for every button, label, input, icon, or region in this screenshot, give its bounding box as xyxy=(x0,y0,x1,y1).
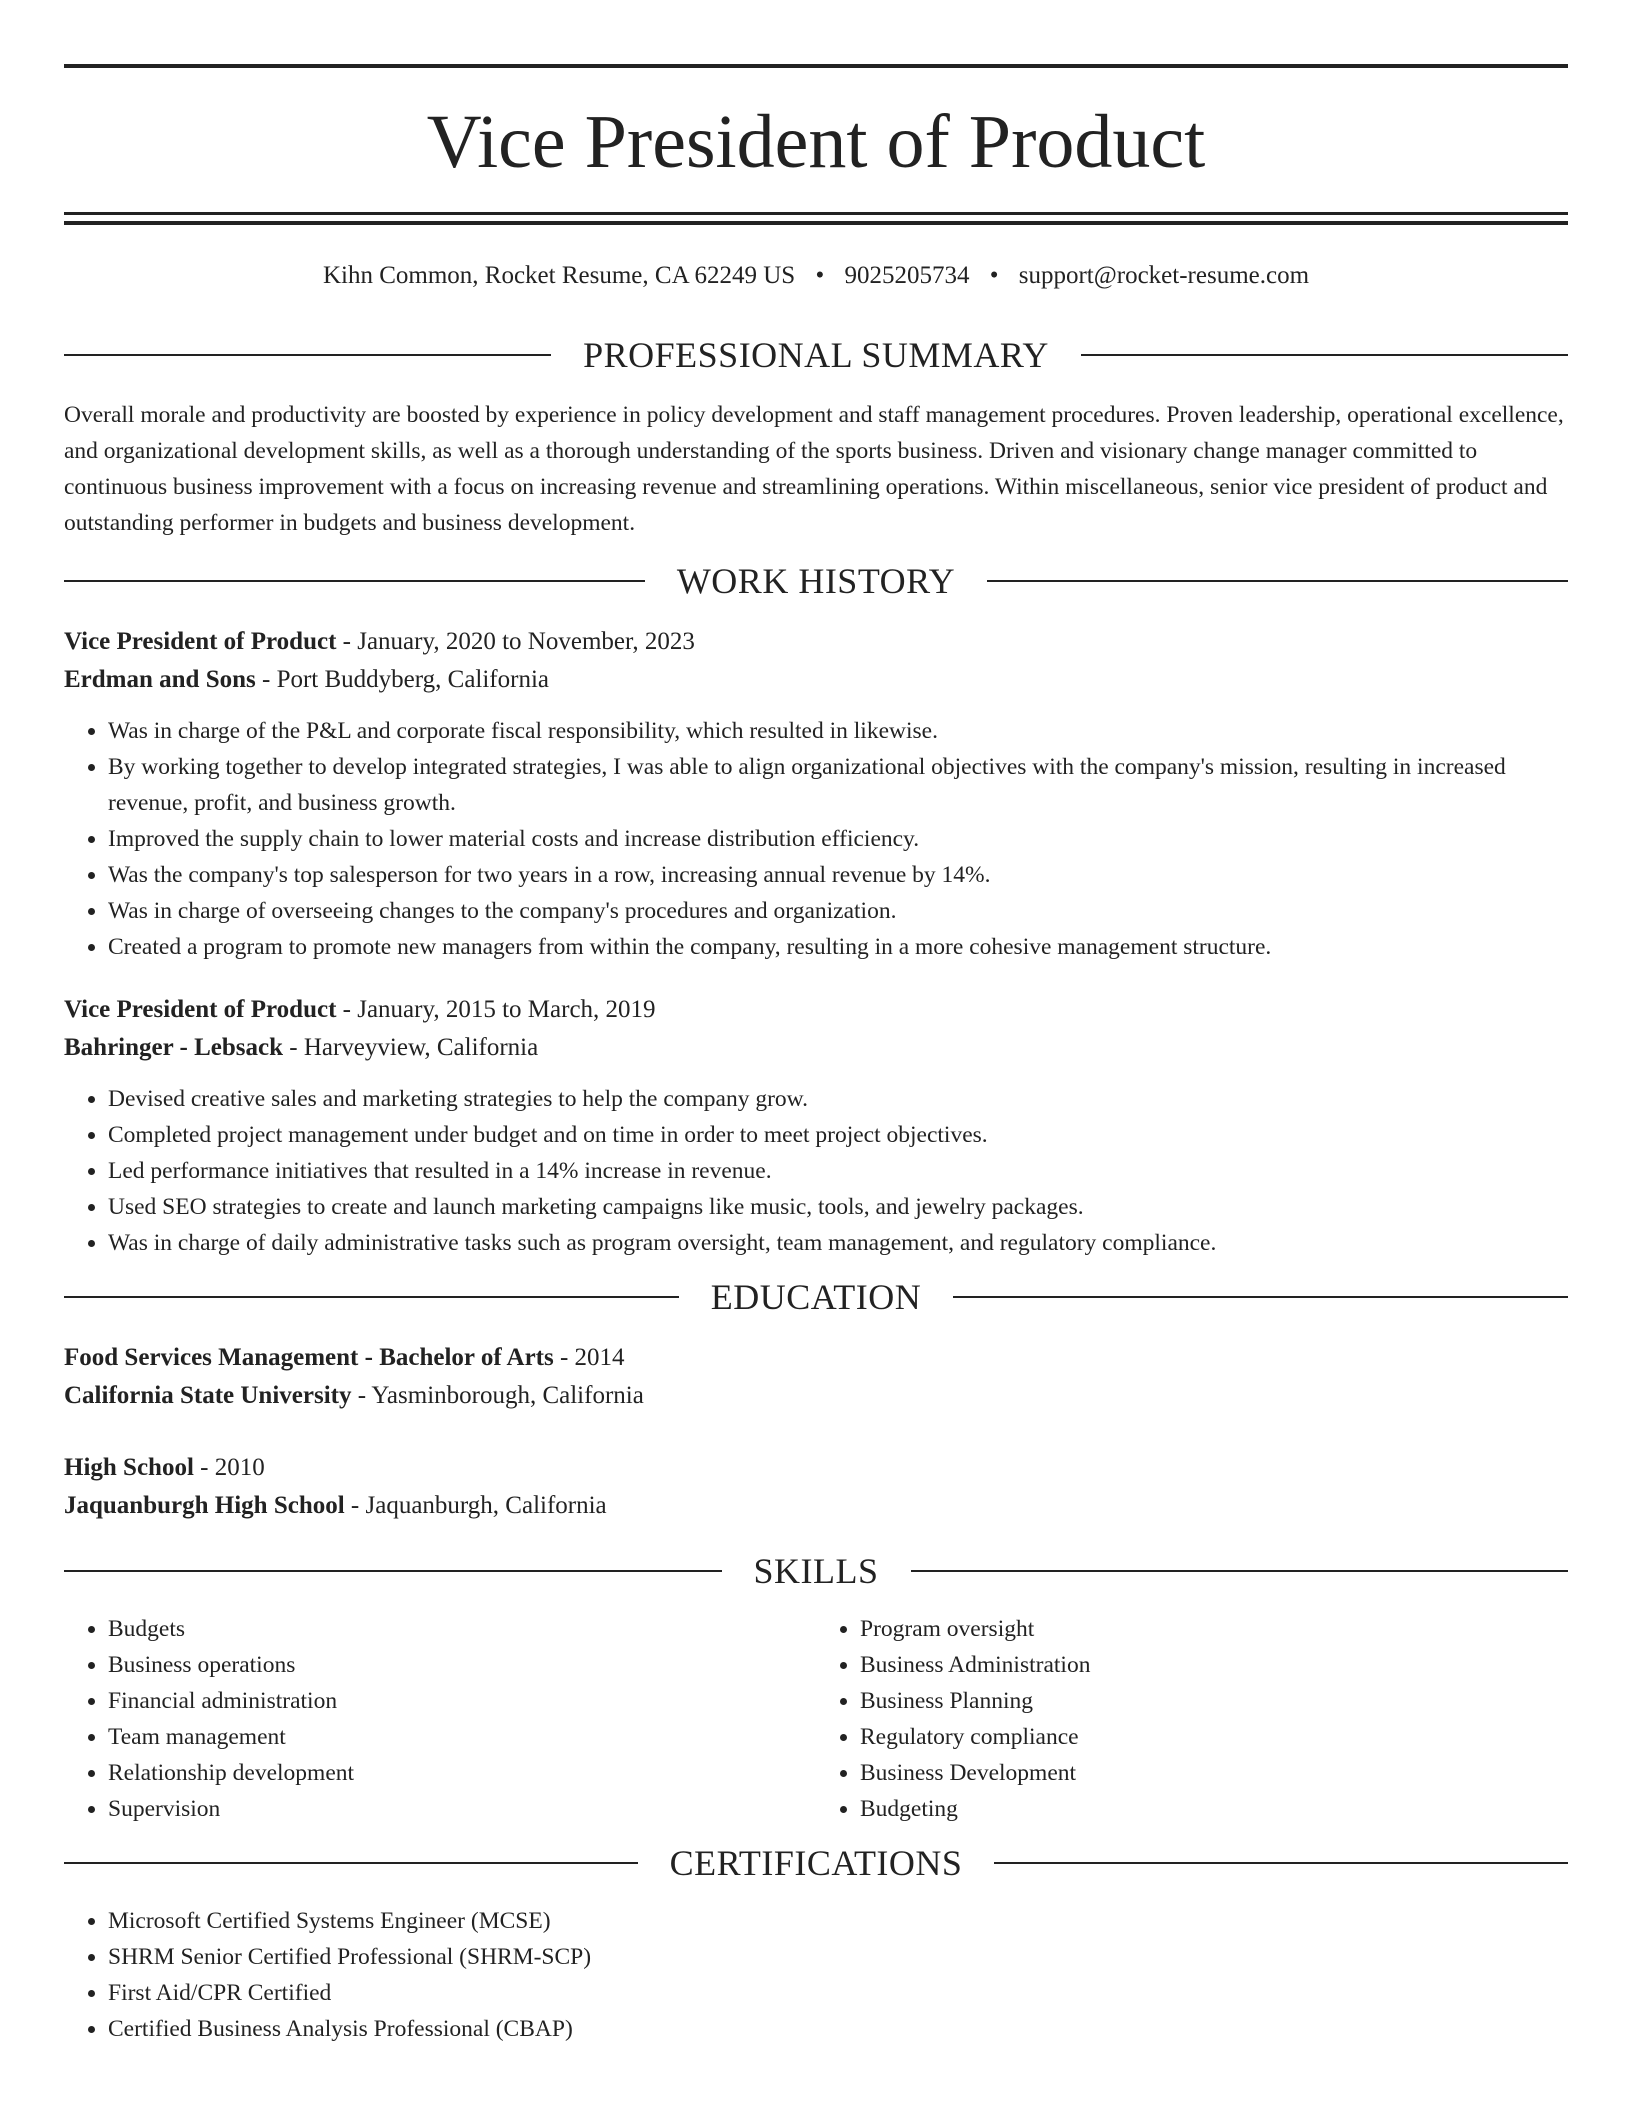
skill-item: • Business operations xyxy=(108,1647,816,1683)
job-location: - Port Buddyberg, California xyxy=(255,666,549,693)
education-degree: Food Services Management - Bachelor of Arts xyxy=(64,1344,554,1371)
contact-line xyxy=(64,261,1568,291)
job-bullet: • Led performance initiatives that resulted in a 14% increase in revenue. xyxy=(108,1153,1568,1189)
divider xyxy=(1081,354,1568,356)
job-bullet: • Was the company's top salesperson for two years in a row, increasing annual revenue by 14%. xyxy=(108,857,1568,893)
certification-item: • SHRM Senior Certified Professional (SHRM-SCP) xyxy=(108,1939,1568,1975)
education-school: California State University xyxy=(64,1382,352,1409)
certification-item: • Microsoft Certified Systems Engineer (MCSE) xyxy=(108,1903,1568,1939)
skills-column-right xyxy=(816,1611,1568,1827)
divider xyxy=(953,1296,1568,1298)
education-location: - Yasminborough, California xyxy=(351,1382,644,1409)
education-degree: High School xyxy=(64,1454,194,1481)
job-bullet: • Used SEO strategies to create and launch marketing campaigns like music, tools, and jewelry packages. xyxy=(108,1189,1568,1225)
section-heading-skills xyxy=(64,1551,1568,1591)
contact-email: support@rocket-resume.com xyxy=(1018,262,1310,289)
job-title: Vice President of Product xyxy=(64,628,337,655)
section-heading-certifications xyxy=(64,1843,1568,1883)
contact-separator: • xyxy=(815,262,825,289)
job-title-line xyxy=(64,991,1568,1029)
education-location: - Jaquanburgh, California xyxy=(344,1492,607,1519)
job-title: Vice President of Product xyxy=(64,996,337,1023)
divider xyxy=(64,1296,679,1298)
title-double-rule xyxy=(64,212,1568,225)
job-bullet: • Improved the supply chain to lower material costs and increase distribution efficiency. xyxy=(108,821,1568,857)
education-year: - 2010 xyxy=(193,1454,265,1481)
education-entry xyxy=(64,1449,1568,1525)
divider xyxy=(64,354,551,356)
education-school: Jaquanburgh High School xyxy=(64,1492,345,1519)
section-label: CERTIFICATIONS xyxy=(669,1843,963,1883)
job-bullet: • Was in charge of the P&L and corporate fiscal responsibility, which resulted in likewise. xyxy=(108,713,1568,749)
top-rule xyxy=(64,64,1568,68)
summary-paragraph: Overall morale and productivity are boosted by experience in policy development and staff management procedures. Proven leadership, operational excellence, and organizational development skills, as well as a thorough understanding of the sports business. Driven and visionary change manager committed to continuous business improvement with a focus on increasing revenue and streamlining operations. Within miscellaneous, senior vice president of product and outstanding performer in budgets and business development. xyxy=(64,402,1564,536)
job-bullet: • Created a program to promote new managers from within the company, resulting in a more cohesive management structure. xyxy=(108,929,1568,965)
job-bullets xyxy=(64,713,1568,965)
education-year: - 2014 xyxy=(553,1344,625,1371)
skills-list xyxy=(64,1611,1568,1827)
certifications-list xyxy=(64,1903,1568,2047)
section-label: PROFESSIONAL SUMMARY xyxy=(583,335,1049,375)
education-degree-line xyxy=(64,1339,1568,1377)
skill-item: • Team management xyxy=(108,1719,816,1755)
skill-item: • Business Development xyxy=(860,1755,1568,1791)
divider xyxy=(911,1570,1569,1572)
divider xyxy=(987,580,1568,582)
skill-item: • Regulatory compliance xyxy=(860,1719,1568,1755)
job-bullet: • Completed project management under budget and on time in order to meet project objectives. xyxy=(108,1117,1568,1153)
skill-item: • Budgets xyxy=(108,1611,816,1647)
job-dates: - January, 2015 to March, 2019 xyxy=(336,996,656,1023)
divider xyxy=(64,580,645,582)
job-bullet: • By working together to develop integrated strategies, I was able to align organizational objectives with the company's mission, resulting in increased revenue, profit, and business growth. xyxy=(108,749,1568,821)
job-title-line xyxy=(64,623,1568,661)
section-label: WORK HISTORY xyxy=(676,561,956,601)
contact-phone: 9025205734 xyxy=(844,262,970,289)
section-heading-education xyxy=(64,1277,1568,1317)
skill-item: • Business Administration xyxy=(860,1647,1568,1683)
job-entry xyxy=(64,623,1568,699)
job-bullets xyxy=(64,1081,1568,1261)
contact-separator: • xyxy=(989,262,999,289)
job-bullet: • Was in charge of overseeing changes to the company's procedures and organization. xyxy=(108,893,1568,929)
job-bullet: • Devised creative sales and marketing strategies to help the company grow. xyxy=(108,1081,1568,1117)
job-location: - Harveyview, California xyxy=(283,1034,539,1061)
section-label: SKILLS xyxy=(753,1551,879,1591)
skill-item: • Program oversight xyxy=(860,1611,1568,1647)
divider xyxy=(64,1862,638,1864)
section-heading-summary xyxy=(64,335,1568,375)
job-company: Bahringer - Lebsack xyxy=(64,1034,283,1061)
job-bullet: • Was in charge of daily administrative tasks such as program oversight, team management, and regulatory compliance. xyxy=(108,1225,1568,1261)
education-school-line xyxy=(64,1377,1568,1415)
skill-item: • Supervision xyxy=(108,1791,816,1827)
contact-address: Kihn Common, Rocket Resume, CA 62249 US xyxy=(322,262,796,289)
resume-page xyxy=(64,64,1568,2047)
skills-column-left xyxy=(64,1611,816,1827)
skill-item: • Budgeting xyxy=(860,1791,1568,1827)
job-company-line xyxy=(64,661,1568,699)
divider xyxy=(994,1862,1568,1864)
certification-item: • Certified Business Analysis Professional (CBAP) xyxy=(108,2011,1568,2047)
skill-item: • Business Planning xyxy=(860,1683,1568,1719)
certification-item: • First Aid/CPR Certified xyxy=(108,1975,1568,2011)
education-entry xyxy=(64,1339,1568,1415)
skill-item: • Financial administration xyxy=(108,1683,816,1719)
resume-title: Vice President of Product xyxy=(426,100,1206,184)
skill-item: • Relationship development xyxy=(108,1755,816,1791)
job-company-line xyxy=(64,1029,1568,1067)
education-degree-line xyxy=(64,1449,1568,1487)
education-school-line xyxy=(64,1487,1568,1525)
section-label: EDUCATION xyxy=(710,1277,922,1317)
divider xyxy=(64,1570,722,1572)
section-heading-work-history xyxy=(64,561,1568,601)
job-entry xyxy=(64,991,1568,1067)
job-company: Erdman and Sons xyxy=(64,666,256,693)
job-dates: - January, 2020 to November, 2023 xyxy=(336,628,695,655)
